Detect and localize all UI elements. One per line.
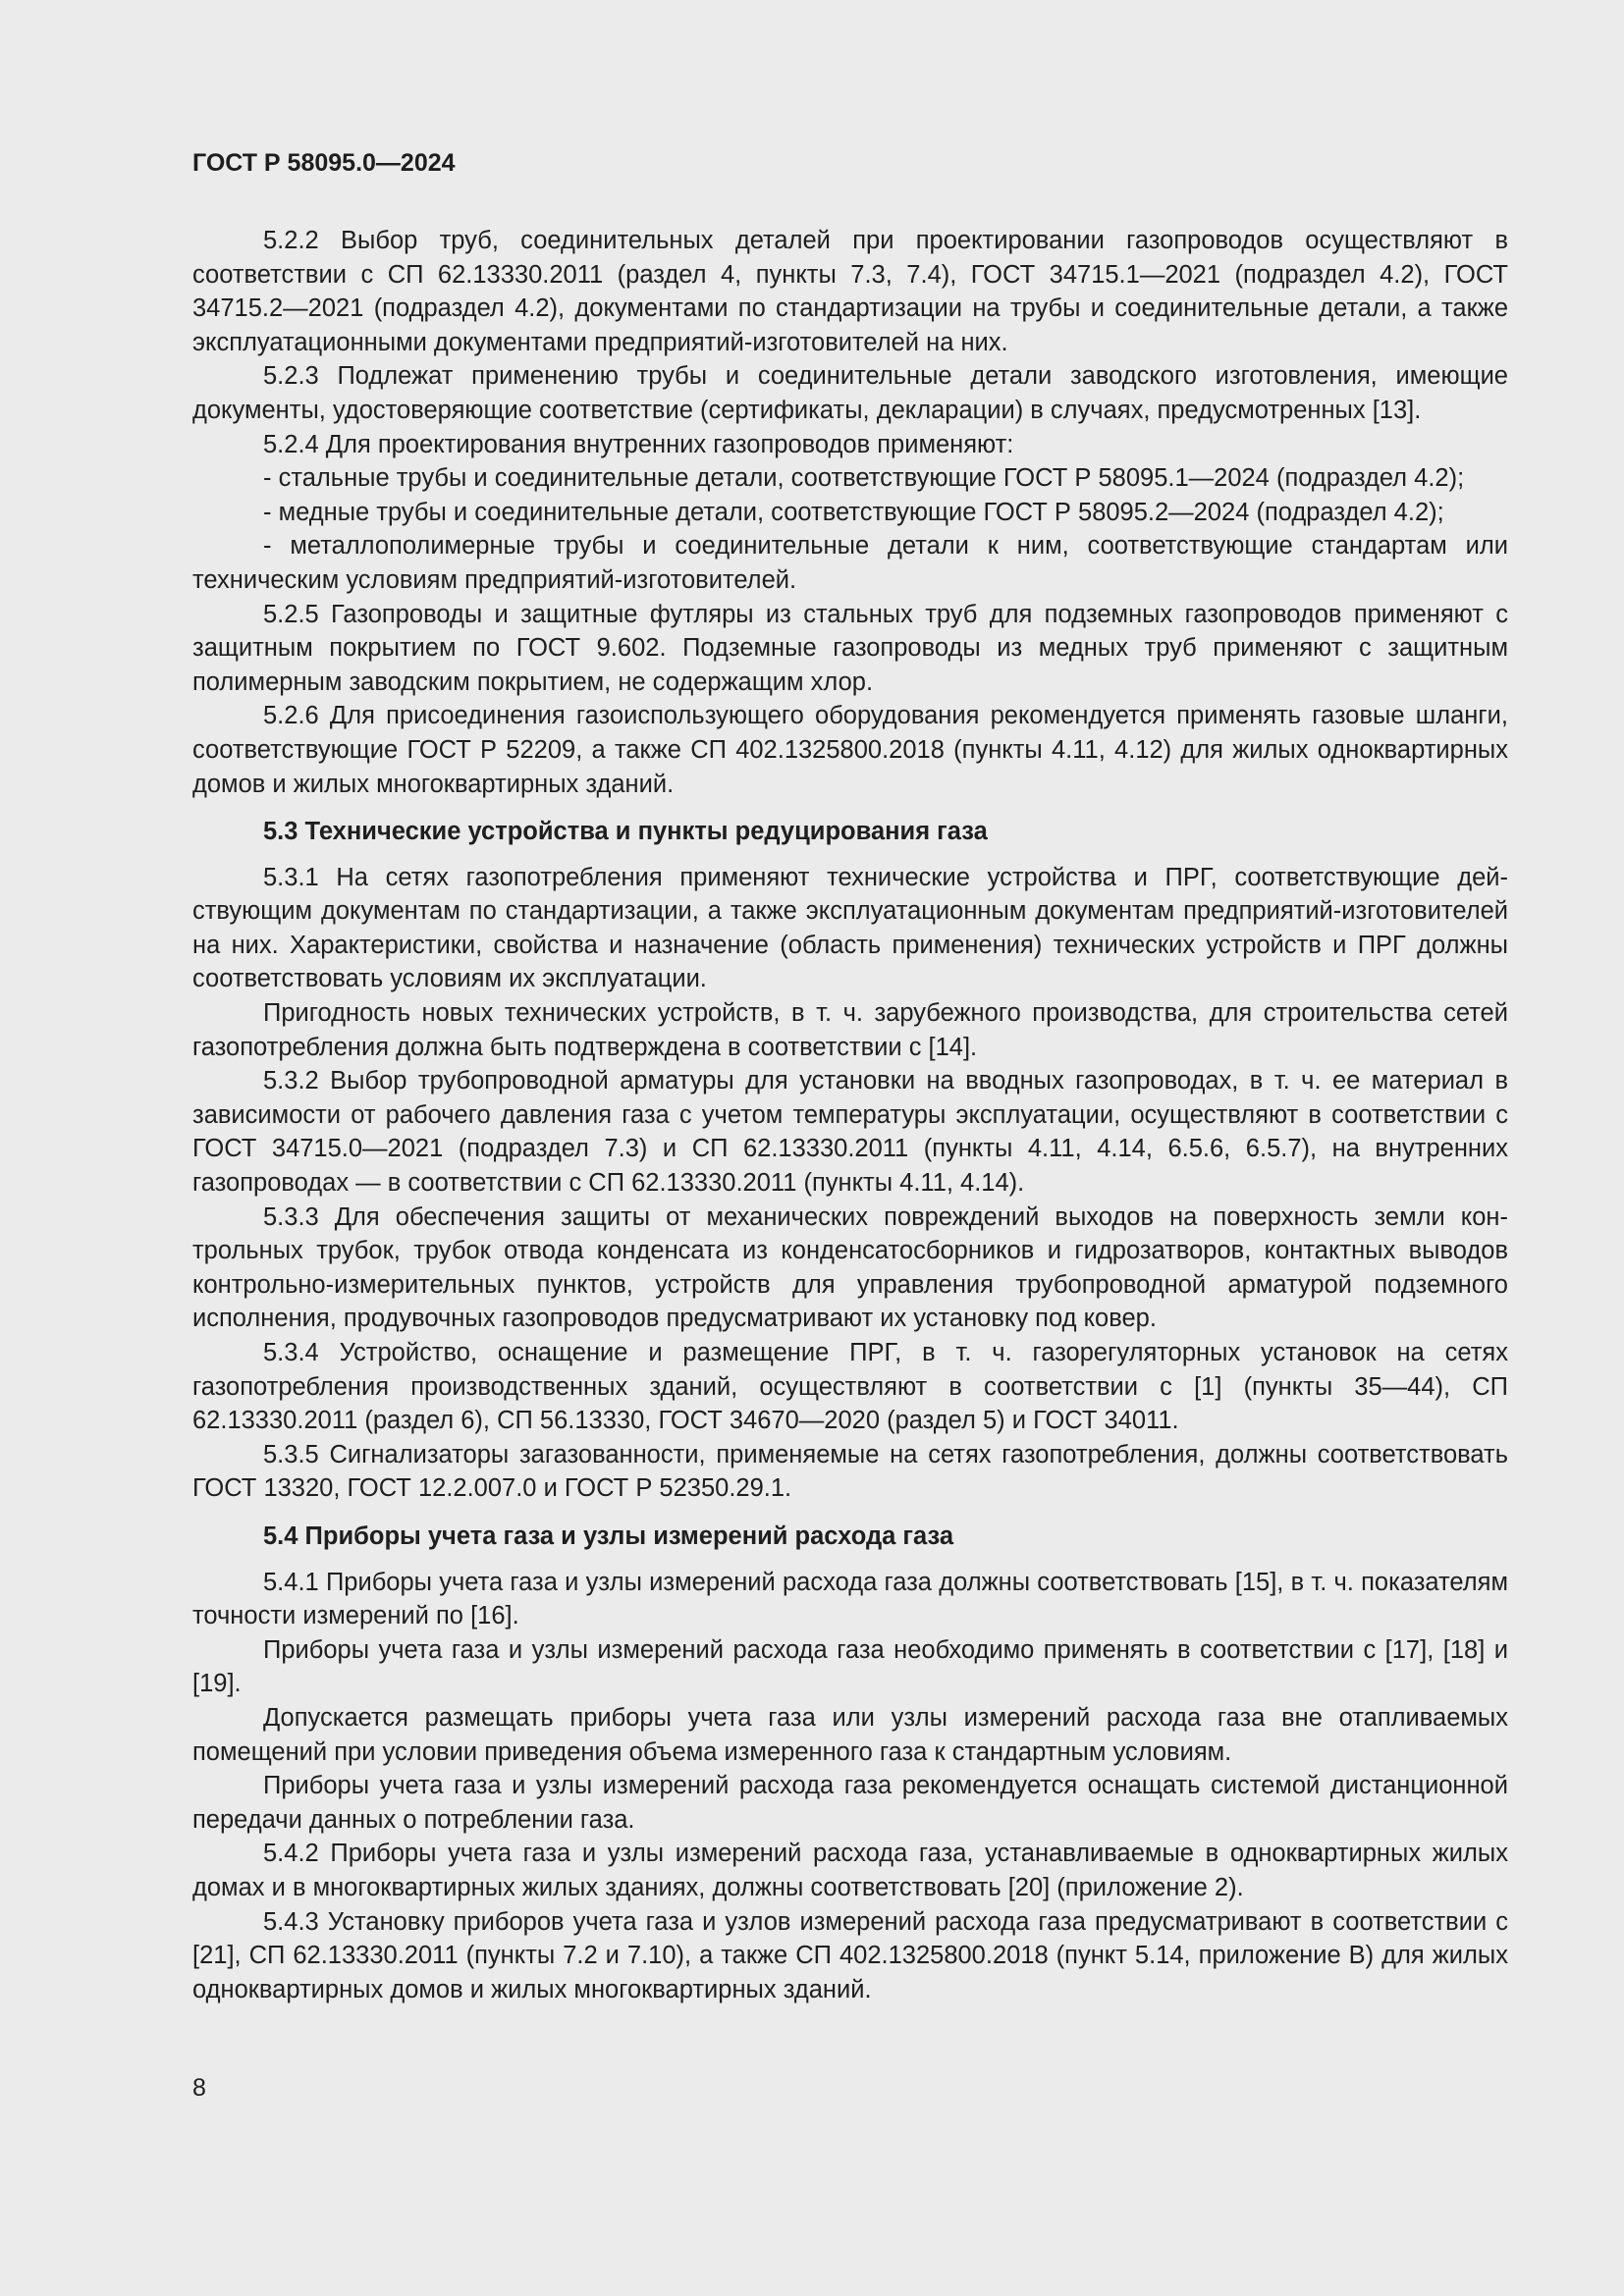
- list-item-steel-pipes: - стальные трубы и соединительные детали, соответствующие ГОСТ Р 58095.1—2024 (подраздел 4.2);: [263, 464, 1465, 493]
- paragraph-5-4-1-remote: Приборы учета газа и узлы измерений расхода газа рекомендуется оснащать системой дистанционной передачи данных о потреблении газа.: [192, 1772, 1508, 1834]
- section-heading-5-4: 5.4 Приборы учета газа и узлы измерений расхода газа: [263, 1522, 954, 1550]
- document-body: [192, 224, 1508, 2006]
- paragraph-5-3-2: 5.3.2 Выбор трубопроводной арматуры для установки на вводных газопроводах, в т. ч. ее материал в зависимости от рабочего давления газа с учетом температуры эксплуатации, осуществляют в соответствии с ГОСТ 34715.0—2021 (подраздел 7.3) и СП 62.13330.2011 (пункты 4.11, 4.14, 6.5.6, 6.5.7), на внутренних газопроводах — в соответствии с СП 62.13330.2011 (пункты 4.11, 4.14).: [192, 1067, 1508, 1198]
- paragraph-5-3-4: 5.3.4 Устройство, оснащение и размещение ПРГ, в т. ч. газорегуляторных установок на сетях газопотребления производственных зданий, осуществляют в соответствии с [1] (пункты 35—44), СП 62.13330.2011 (раздел 6), СП 56.13330, ГОСТ 34670—2020 (раздел 5) и ГОСТ 34011.: [192, 1339, 1508, 1435]
- paragraph-5-2-3: 5.2.3 Подлежат применению трубы и соединительные детали заводского изготовления, имеющие документы, удостоверяющие соответствие (сертификаты, декларации) в случаях, предусмотренных [13].: [192, 362, 1508, 424]
- list-item-metal-polymer-pipes: - металлополимерные трубы и соединительные детали к ним, соответствующие стандартам или техническим условиям предприятий-изготовителей.: [192, 532, 1508, 594]
- paragraph-5-2-5: 5.2.5 Газопроводы и защитные футляры из стальных труб для подземных газопроводов применяют с защитным покрытием по ГОСТ 9.602. Подземные газопроводы из медных труб применяют с защитным полимерным заводским покрытием, не содержащим хлор.: [192, 600, 1508, 696]
- paragraph-5-3-5: 5.3.5 Сигнализаторы загазованности, применяемые на сетях газопотребления, должны соответствовать ГОСТ 13320, ГОСТ 12.2.007.0 и ГОСТ Р 52350.29.1.: [192, 1440, 1508, 1503]
- section-heading-5-3: 5.3 Технические устройства и пункты редуцирования газа: [263, 818, 988, 846]
- list-item-copper-pipes: - медные трубы и соединительные детали, соответствующие ГОСТ Р 58095.2—2024 (подраздел 4.2);: [263, 498, 1444, 526]
- paragraph-5-2-2: 5.2.2 Выбор труб, соединительных деталей при проектировании газопроводов осуществляют в соответствии с СП 62.13330.2011 (раздел 4, пункты 7.3, 7.4), ГОСТ 34715.1—2021 (подраздел 4.2), ГОСТ 34715.2—2021 (подраздел 4.2), документами по стандартизации на трубы и соединительные детали, а также эксплуатационными документами предприятий-изготовителей на них.: [192, 227, 1508, 356]
- paragraph-5-3-3: 5.3.3 Для обеспечения защиты от механических повреждений выходов на поверхность земли контрольных трубок, трубок отвода конденсата из конденсатосборников и гидрозатворов, контактных выводов контрольно-измерительных пунктов, устройств для управления трубопроводной арматурой подземного исполнения, продувочных газопроводов предусматривают их установку под ковер.: [192, 1202, 1508, 1333]
- paragraph-5-3-1: 5.3.1 На сетях газопотребления применяют технические устройства и ПРГ, соответствующие действующим документам по стандартизации, а также эксплуатационным документам предприятий-изготовителей на них. Характеристики, свойства и назначение (область применения) технических устройств и ПРГ должны соответствовать условиям их эксплуатации.: [192, 863, 1508, 993]
- paragraph-5-4-1-placement: Допускается размещать приборы учета газа или узлы измерений расхода газа вне отапливаемых помещений при условии приведения объема измеренного газа к стандартным условиям.: [192, 1703, 1508, 1766]
- paragraph-5-4-1: 5.4.1 Приборы учета газа и узлы измерений расхода газа должны соответствовать [15], в т. ч. показателям точности измерений по [16].: [192, 1568, 1508, 1630]
- paragraph-5-3-1-suitability: Пригодность новых технических устройств, в т. ч. зарубежного производства, для строительства сетей газопотребления должна быть подтверждена в соответствии с [14].: [192, 999, 1508, 1061]
- page-number: 8: [192, 2074, 206, 2102]
- paragraph-5-2-4: 5.2.4 Для проектирования внутренних газопроводов применяют:: [263, 430, 1014, 458]
- paragraph-5-4-3: 5.4.3 Установку приборов учета газа и узлов измерений расхода газа предусматривают в соответствии с [21], СП 62.13330.2011 (пункты 7.2 и 7.10), а также СП 402.1325800.2018 (пункт 5.14, приложение В) для жилых одноквартирных домов и жилых многоквартирных зданий.: [192, 1907, 1508, 2003]
- paragraph-5-4-2: 5.4.2 Приборы учета газа и узлы измерений расхода газа, устанавливаемые в одноквартирных жилых домах и в многоквартирных жилых зданиях, должны соответствовать [20] (приложение 2).: [192, 1840, 1508, 1901]
- paragraph-5-4-1-application: Приборы учета газа и узлы измерений расхода газа необходимо применять в соответствии с [17], [18] и [19].: [192, 1635, 1508, 1698]
- paragraph-5-2-6: 5.2.6 Для присоединения газоиспользующего оборудования рекомендуется применять газовые шланги, соответствующие ГОСТ Р 52209, а также СП 402.1325800.2018 (пункты 4.11, 4.12) для жилых одноквартирных домов и жилых многоквартирных зданий.: [192, 702, 1508, 798]
- document-header: ГОСТ Р 58095.0—2024: [192, 149, 456, 177]
